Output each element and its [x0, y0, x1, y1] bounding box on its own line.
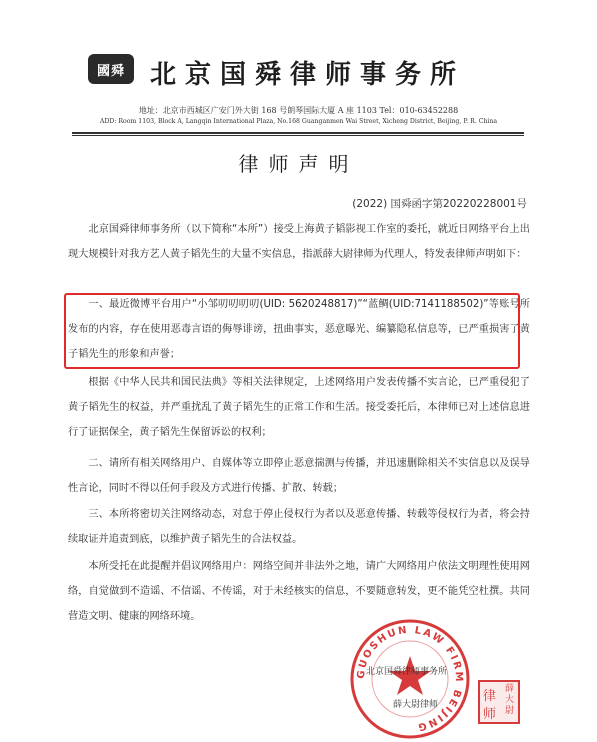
paragraph-text: 一、最近微博平台用户“小邹叨叨叨叨(UID: 5620248817)”“蓝鲷(UID:7141188502)”等账号所发布的内容，存在使用恶毒言语的侮辱诽谤，扭曲事实，恶意曝光、编纂隐私信息等，已严重损害了黄子韬先生的形象和声誉；: [68, 299, 530, 360]
paragraph-legal-basis: [68, 370, 530, 445]
letterhead-rule-thick: [72, 132, 524, 134]
signature-lawyer: 薛大尉律师: [393, 700, 439, 710]
paragraph-intro: [68, 217, 530, 267]
highlight-box: [64, 293, 520, 369]
logo-text: 國舜: [96, 63, 125, 79]
firm-seal: [347, 616, 473, 742]
letterhead-rule-thin: [72, 135, 524, 136]
paragraph-text: 本所受托在此提醒并倡议网络用户：网络空间并非法外之地，请广大网络用户依法文明理性使用网络，自觉做到不造谣、不信谣、不传谣，对于未经核实的信息，不要随意转发，更不能凭空杜撰。共同营造文明、健康的网络环境。: [68, 561, 530, 622]
firm-name-heading: 北京国舜律师事务所: [150, 60, 466, 90]
paragraph-text: 三、本所将密切关注网络动态，对怠于停止侵权行为者以及恶意传播、转载等侵权行为者，将会持续取证并追责到底，以维护黄子韬先生的合法权益。: [68, 509, 530, 545]
paragraph-item-3: [68, 502, 530, 552]
paragraph-item-2: [68, 451, 530, 501]
chop-char-1: 律: [483, 689, 497, 704]
paragraph-text: 二、请所有相关网络用户、自媒体等立即停止恶意揣测与传播，并迅速删除相关不实信息以及误导性言论，同时不得以任何手段及方式进行传播、扩散、转载；: [68, 458, 530, 494]
paragraph-text: 根据《中华人民共和国民法典》等相关法律规定，上述网络用户发表传播不实言论，已严重侵犯了黄子韬先生的权益，并严重扰乱了黄子韬先生的正常工作和生活。接受委托后，本律师已对上述信息进行了证据保全，黄子韬先生保留诉讼的权利；: [68, 377, 530, 438]
chop-char-3: 薛大尉: [505, 684, 515, 716]
signature-firm: 北京国舜律师事务所: [366, 667, 448, 677]
document-title: 律师声明: [238, 152, 359, 176]
paragraph-text: 北京国舜律师事务所（以下简称“本所”）接受上海黄子韬影视工作室的委托，就近日网络平台上出现大规模针对我方艺人黄子韬先生的大量不实信息，指派薛大尉律师为代理人，特发表律师声明如下：: [68, 224, 530, 260]
document-number: (2022) 国舜函字第20220228001号: [352, 198, 527, 210]
seal-ring-text: GUOSHUN LAW FIRM BEIJING: [355, 624, 465, 733]
chop-char-2: 师: [483, 707, 497, 722]
address-cn: 地址：北京市西城区广安门外大街 168 号朗琴国际大厦 A 座 1103 Tel：010-63452288: [138, 106, 459, 115]
address-en: ADD: Room 1103, Block A, Langqin International Plaza, No.168 Guanganmen Wai Street, Xicheng District, Beijing, P. R. China: [99, 118, 498, 125]
firm-logo: [88, 54, 134, 84]
lawyer-name-chop: [478, 680, 520, 724]
